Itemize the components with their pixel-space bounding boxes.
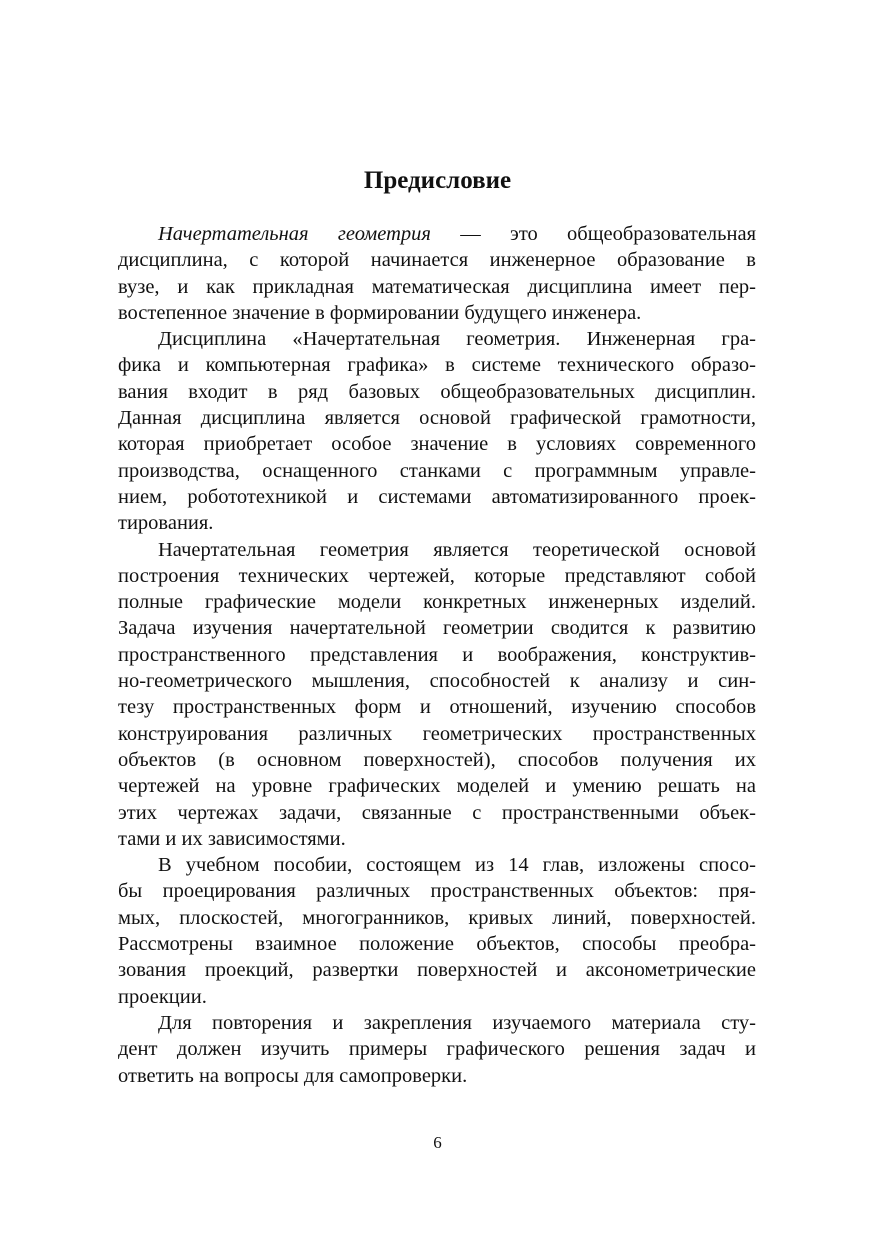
- text-line: бы проецирования различных пространственных объектов: пря-: [118, 880, 756, 903]
- text-line: Задача изучения начертательной геометрии сводится к развитию: [118, 617, 756, 640]
- text-line: фика и компьютерная графика» в системе технического образо-: [118, 354, 756, 377]
- text-line: тезу пространственных форм и отношений, изучению способов: [118, 696, 756, 719]
- text-line: вания входит в ряд базовых общеобразовательных дисциплин.: [118, 380, 756, 403]
- text-line: которая приобретает особое значение в условиях современного: [118, 433, 756, 456]
- text-line: конструирования различных геометрических пространственных: [118, 722, 756, 745]
- text-line: объектов (в основном поверхностей), способов получения их: [118, 748, 756, 771]
- text-line-rest: — это общеобразовательная: [430, 223, 756, 245]
- text-line: но-геометрического мышления, способностей к анализу и син-: [118, 670, 756, 693]
- text-line: Для повторения и закрепления изучаемого материала сту-: [158, 1011, 756, 1034]
- text-line: нием, робототехникой и системами автоматизированного проек-: [118, 485, 756, 508]
- paragraph: [118, 852, 756, 1010]
- term-emphasis: Начертательная геометрия: [158, 223, 431, 245]
- paragraph: [118, 537, 756, 853]
- text-line: тами и их зависимостями.: [118, 827, 346, 850]
- text-line: этих чертежах задачи, связанные с пространственными объек-: [118, 801, 756, 824]
- page-title: Предисловие: [363, 167, 512, 194]
- text-line: ответить на вопросы для самопроверки.: [118, 1064, 468, 1087]
- text-line: построения технических чертежей, которые представляют собой: [118, 564, 756, 587]
- text-line: Рассмотрены взаимное положение объектов, способы преобра-: [118, 933, 756, 956]
- text-line: проекции.: [118, 985, 207, 1008]
- text-line: пространственного представления и воображения, конструктив-: [118, 643, 756, 666]
- paragraph: [118, 1010, 756, 1089]
- text-line: тирования.: [118, 512, 214, 535]
- text-line: В учебном пособии, состоящем из 14 глав, изложены спосо-: [158, 854, 756, 877]
- page-number: 6: [433, 1133, 442, 1152]
- paragraph: [118, 326, 756, 536]
- text-line: мых, плоскостей, многогранников, кривых линий, поверхностей.: [118, 906, 756, 929]
- text-line: Начертательная геометрия является теоретической основой: [158, 538, 756, 561]
- paragraph: [118, 221, 756, 326]
- text-line: вузе, и как прикладная математическая дисциплина имеет пер-: [118, 275, 756, 298]
- preface-body: [118, 221, 756, 1089]
- text-line: производства, оснащенного станками с программным управле-: [118, 459, 756, 482]
- text-line: востепенное значение в формировании будущего инженера.: [118, 301, 642, 324]
- text-line: Данная дисциплина является основой графической грамотности,: [118, 407, 756, 430]
- text-line: Дисциплина «Начертательная геометрия. Инженерная гра-: [158, 328, 756, 351]
- text-line: дент должен изучить примеры графического решения задач и: [118, 1038, 756, 1061]
- text-line: чертежей на уровне графических моделей и умению решать на: [118, 775, 756, 798]
- text-line: зования проекций, развертки поверхностей и аксонометрические: [118, 959, 756, 982]
- text-line: дисциплина, с которой начинается инженерное образование в: [118, 249, 756, 272]
- text-line: [118, 221, 756, 247]
- text-line: полные графические модели конкретных инженерных изделий.: [118, 591, 756, 614]
